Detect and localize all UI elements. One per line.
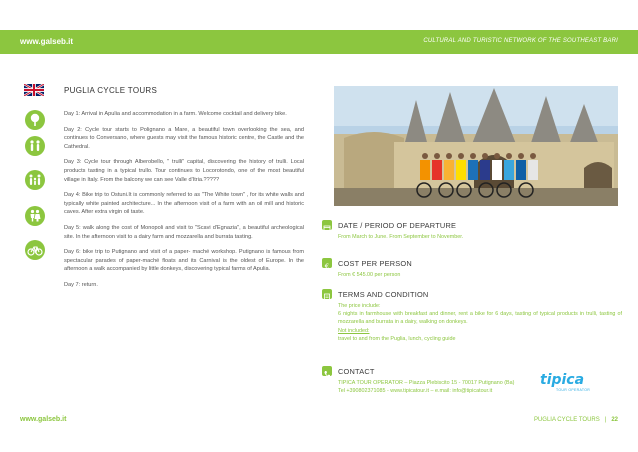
itinerary-day-7: Day 7: return. xyxy=(64,281,98,288)
included-text: 6 nights in farmhouse with breakfast and dinner, rent a bike for 6 days, tasting of typical products in trulli, tasting of mozzarella and burrata in a dairy, walking on donkeys. xyxy=(338,311,622,326)
terms-section xyxy=(322,289,622,343)
people-icon xyxy=(25,136,45,156)
cost-title: COST PER PERSON xyxy=(338,258,412,268)
not-included-label: Not included: xyxy=(338,327,370,334)
footer-separator: | xyxy=(604,417,607,423)
departure-title: DATE / PERIOD OF DEPARTURE xyxy=(338,220,457,230)
couple-icon xyxy=(25,206,45,226)
cost-text: From € 545.00 per person xyxy=(338,272,401,278)
phone-icon xyxy=(322,366,332,376)
euro-icon xyxy=(322,258,332,271)
cyclists-trulli-photo xyxy=(334,86,618,206)
header-site-link[interactable]: www.galseb.it xyxy=(20,37,74,46)
departure-text: From March to June. From September to November. xyxy=(338,234,464,240)
header-bar xyxy=(0,30,638,54)
departure-section xyxy=(322,220,622,241)
svg-text:€: € xyxy=(324,262,330,271)
tipica-logo: tipica xyxy=(540,372,585,388)
itinerary-day-2: Day 2: Cycle tour starts to Polignano a Mare, a beautiful town overlooking the sea, and continues to Conversano, where guests may visit the famous historic centre, the Castle and the Cathedral. xyxy=(64,126,304,150)
bicycle-icon xyxy=(25,240,45,260)
terms-title: TERMS AND CONDITION xyxy=(338,289,429,299)
uk-flag-icon xyxy=(24,84,44,96)
itinerary-day-3: Day 3: Cycle tour through Alberobello, " trulli" capital, discovering the history of trulli. Local products tasting in a typical trullo. Tour continues to Locorotondo, one of the most beautiful village in Italy. From the balcony we can see Valle d'Itria.????? xyxy=(64,159,304,183)
page-number: 22 xyxy=(611,417,618,423)
contact-address: TIPICA TOUR OPERATOR – Piazza Plebiscito 15 - 70017 Putignano (Ba) xyxy=(338,380,515,386)
page-title: PUGLIA CYCLE TOURS xyxy=(64,86,158,95)
tree-icon xyxy=(25,110,45,130)
itinerary-day-6: Day 6: bike trip to Putignano and visit of a paper- maché workshop. Putignano is famous from spectacular parades of paper-maché floats and its Carnival is the oldest of Europe. In the afternoon a walk accompanied by little donkeys, discovering typical farms of Apulia. xyxy=(64,249,304,273)
contact-body xyxy=(338,379,548,395)
tipica-logo-subtitle: TOUR OPERATOR xyxy=(556,388,591,392)
not-included-text: travel to and from the Puglia, lunch, cycling guide xyxy=(338,335,456,342)
header-network-text: CULTURAL AND TURISTIC NETWORK OF THE SOUTHEAST BARI xyxy=(423,38,618,44)
itinerary-list xyxy=(64,110,304,297)
family-icon xyxy=(25,170,45,190)
document-icon xyxy=(322,289,332,299)
footer-site-link[interactable]: www.galseb.it xyxy=(20,416,67,423)
itinerary-day-1: Day 1: Arrival in Apulia and accommodation in a farm. Welcome cocktail and delivery bike. xyxy=(64,111,287,117)
terms-body xyxy=(338,302,622,343)
contact-details[interactable]: Tel +390802371085 - www.tipicatour.it – e.mail: info@tipicatour.it xyxy=(338,388,493,395)
footer-section-name: PUGLIA CYCLE TOURS xyxy=(533,417,600,423)
cost-section xyxy=(322,258,622,279)
included-label: The price include: xyxy=(338,303,381,309)
itinerary-day-4: Day 4: Bike trip to Ostuni.It is commonly referred to as "The White town" , for its white walls and typically white painted architecture... In the afternoon visit of a farm with an oil mill and historic caves. After extra virgin oil taste. xyxy=(64,192,304,216)
itinerary-day-5: Day 5: walk along the cost of Monopoli and visit to "Scavi d'Egnazia", a beautiful archeological site. In the afternoon visit to a dairy farm and mozzarella and burrata tasting. xyxy=(64,224,304,240)
calendar-icon xyxy=(322,220,332,230)
footer-page-info xyxy=(534,417,618,423)
contact-title: CONTACT xyxy=(338,366,375,376)
